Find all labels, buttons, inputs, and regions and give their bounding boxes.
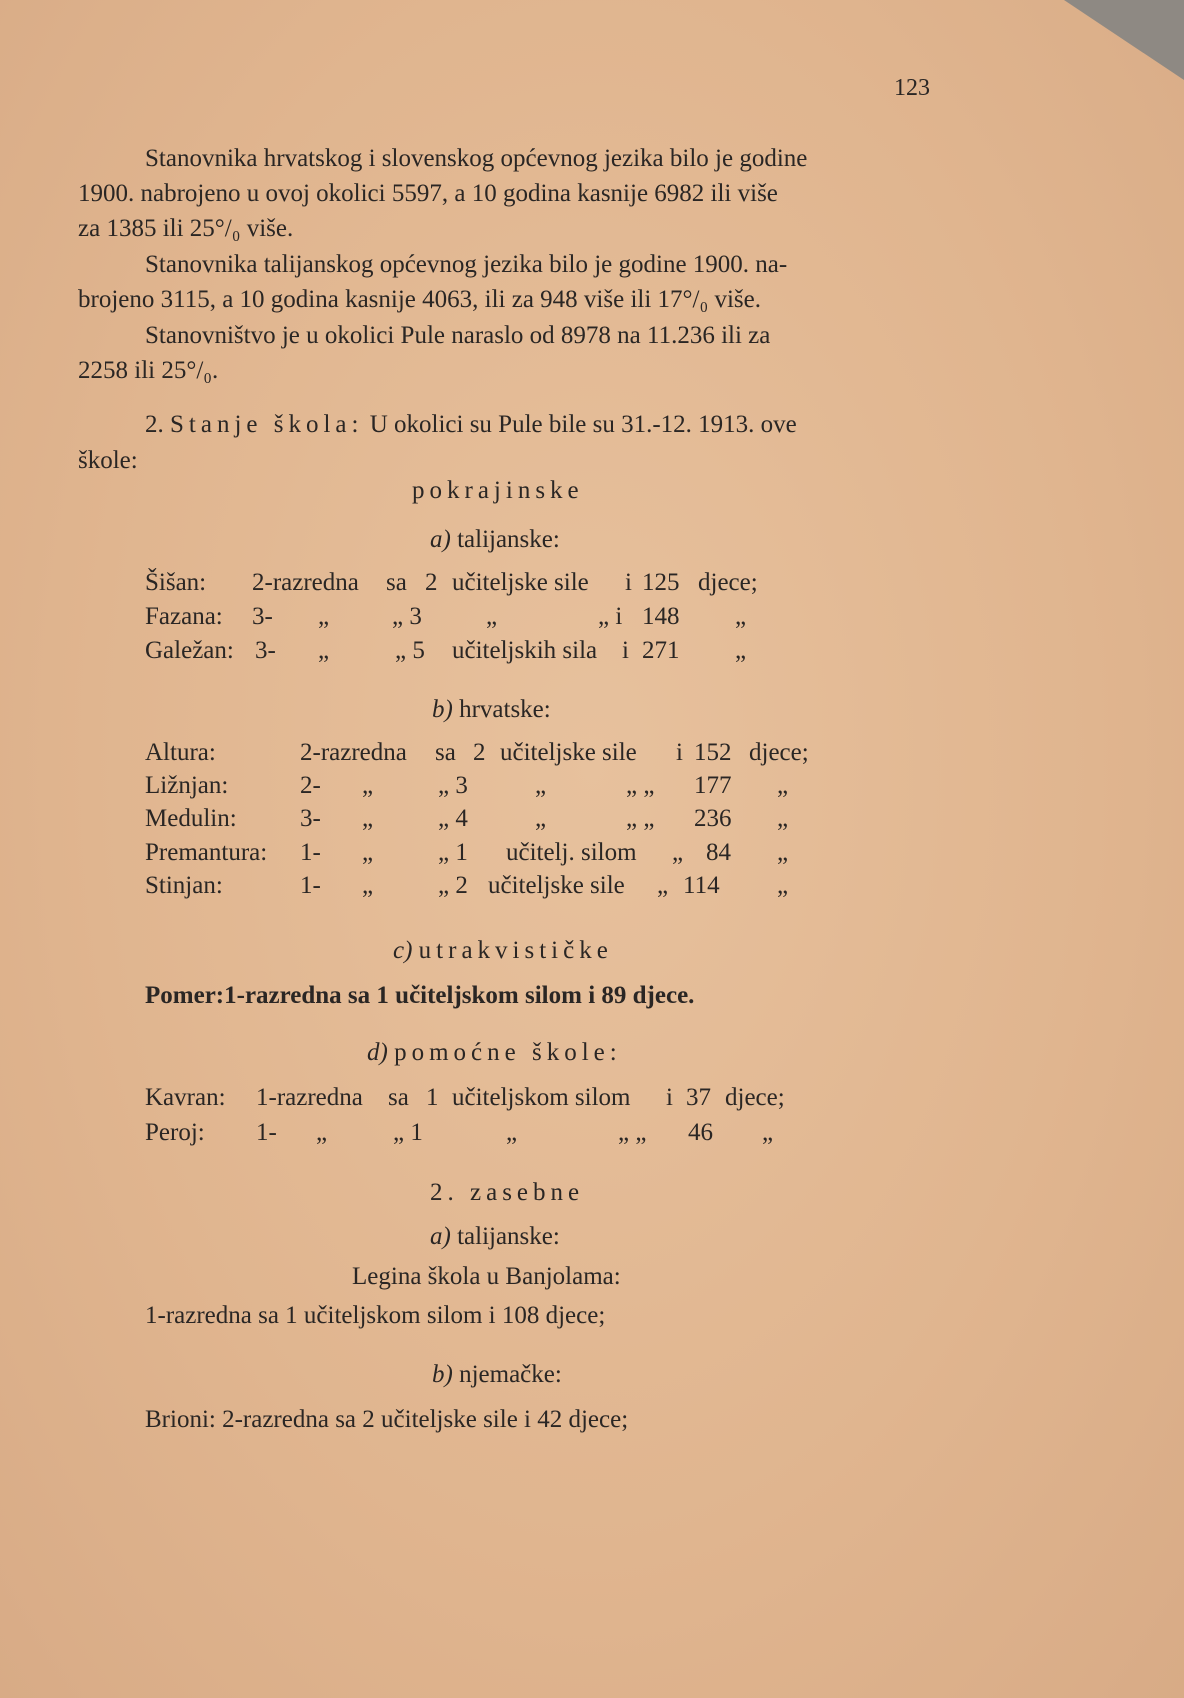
sa-word: „ [362, 805, 374, 832]
row-tail: „ [762, 1119, 774, 1146]
sa-word: „ [362, 872, 374, 899]
private-heading: 2. zasebne [430, 1179, 585, 1206]
child-count: 125 [642, 569, 680, 596]
sa-word: „ [362, 772, 374, 799]
place-name: Peroj: [145, 1119, 205, 1146]
sa-word: sa [435, 739, 456, 766]
page-number: 123 [894, 75, 930, 101]
teacher-count: 1 [426, 1084, 439, 1111]
legina-detail: 1-razredna sa 1 učiteljskom silom i 108 djece; [145, 1302, 606, 1329]
school-grade: 1- [300, 872, 321, 899]
child-count: 148 [642, 603, 680, 630]
school-grade: 1- [256, 1119, 277, 1146]
row-tail: djece; [698, 569, 758, 596]
sa-word: sa [388, 1084, 409, 1111]
teacher-count: „ 4 [438, 805, 468, 832]
row-tail: „ [777, 805, 789, 832]
teacher-type: „ [486, 603, 498, 630]
child-count: 152 [694, 739, 732, 766]
intro-line: 2258 ili 25°/₀. [78, 357, 219, 384]
place-name: Stinjan: [145, 872, 223, 899]
place-name: Medulin: [145, 805, 237, 832]
schools-heading-cont: škole: [78, 447, 138, 474]
intro-line: Stanovnika hrvatskog i slovenskog općevnog jezika bilo je godine [145, 145, 808, 172]
and-word: „ i [598, 603, 623, 630]
place-name: Fazana: [145, 603, 223, 630]
place-name: Ližnjan: [145, 772, 229, 799]
provincial-heading: pokrajinske [412, 477, 584, 504]
child-count: 236 [694, 805, 732, 832]
and-word: „ „ [626, 805, 655, 832]
teacher-type: „ [506, 1119, 518, 1146]
private-a-heading [430, 1224, 560, 1249]
row-tail: „ [777, 772, 789, 799]
section-marker: a) [430, 526, 451, 553]
section-marker: c) [393, 937, 413, 964]
teacher-count: „ 3 [392, 603, 422, 630]
school-grade: 1- [300, 839, 321, 866]
schools-heading-label: Stanje škola: [170, 411, 364, 438]
and-word: „ „ [626, 772, 655, 799]
school-grade: 3- [255, 637, 276, 664]
and-word: „ [657, 872, 669, 899]
child-count: 37 [686, 1084, 711, 1111]
school-grade: 2-razredna [252, 569, 359, 596]
section-label: utrakvističke [418, 937, 613, 964]
brioni-line: Brioni: 2-razredna sa 2 učiteljske sile i 42 djece; [145, 1406, 629, 1433]
row-tail: „ [735, 637, 747, 664]
schools-heading-text: U okolici su Pule bile su 31.-12. 1913. ove [369, 411, 797, 438]
teacher-count: „ 3 [438, 772, 468, 799]
intro-line: za 1385 ili 25°/₀ više. [78, 215, 294, 242]
teacher-type: učiteljske sile [452, 569, 589, 596]
schools-heading-number: 2. [145, 411, 164, 438]
sa-word: „ [318, 637, 330, 664]
section-b-heading [432, 697, 551, 722]
teacher-type: „ [535, 772, 547, 799]
and-word: i [625, 569, 632, 596]
sa-word: „ [362, 839, 374, 866]
and-word: i [622, 637, 629, 664]
teacher-type: „ [535, 805, 547, 832]
section-marker: b) [432, 696, 453, 723]
pomer-line: Pomer:1-razredna sa 1 učiteljskom silom i 89 djece. [145, 982, 695, 1009]
legina-heading: Legina škola u Banjolama: [352, 1263, 621, 1290]
place-name: Galežan: [145, 637, 234, 664]
place-name: Altura: [145, 739, 216, 766]
intro-line: Stanovništvo je u okolici Pule naraslo od 8978 na 11.236 ili za [145, 322, 771, 349]
section-marker: a) [430, 1223, 451, 1250]
intro-line: brojeno 3115, a 10 godina kasnije 4063, ili za 948 više ili 17°/₀ više. [78, 286, 761, 313]
school-grade: 3- [300, 805, 321, 832]
place-name: Kavran: [145, 1084, 226, 1111]
sa-word: sa [386, 569, 407, 596]
section-marker: d) [367, 1039, 388, 1066]
sa-word: „ [318, 603, 330, 630]
and-word: i [666, 1084, 673, 1111]
place-name: Premantura: [145, 839, 268, 866]
row-tail: „ [735, 603, 747, 630]
child-count: 114 [683, 872, 720, 899]
row-tail: „ [777, 839, 789, 866]
teacher-count: 2 [425, 569, 438, 596]
school-grade: 3- [252, 603, 273, 630]
and-word: „ „ [618, 1119, 647, 1146]
section-c-heading [393, 938, 613, 963]
child-count: 84 [706, 839, 731, 866]
schools-heading [145, 412, 797, 437]
teacher-count: „ 1 [393, 1119, 423, 1146]
teacher-type: učiteljskom silom [452, 1084, 631, 1111]
and-word: „ [672, 839, 684, 866]
school-grade: 1-razredna [256, 1084, 363, 1111]
sa-word: „ [316, 1119, 328, 1146]
row-tail: djece; [749, 739, 809, 766]
teacher-count: 2 [473, 739, 486, 766]
row-tail: „ [777, 872, 789, 899]
teacher-type: učiteljskih sila [452, 637, 598, 664]
school-grade: 2-razredna [300, 739, 407, 766]
teacher-count: „ 2 [438, 872, 468, 899]
school-grade: 2- [300, 772, 321, 799]
page-corner-fold [1064, 0, 1184, 80]
section-label: pomoćne škole: [394, 1039, 622, 1066]
and-word: i [676, 739, 683, 766]
section-label: talijanske: [457, 526, 560, 553]
row-tail: djece; [725, 1084, 785, 1111]
child-count: 271 [642, 637, 680, 664]
child-count: 177 [694, 772, 732, 799]
section-label: hrvatske: [459, 696, 551, 723]
teacher-type: učiteljske sile [488, 872, 625, 899]
section-label: njemačke: [459, 1361, 562, 1388]
teacher-count: „ 1 [438, 839, 468, 866]
teacher-type: učitelj. silom [506, 839, 637, 866]
place-name: Šišan: [145, 569, 207, 596]
section-d-heading [367, 1040, 622, 1065]
section-label: talijanske: [457, 1223, 560, 1250]
intro-line: 1900. nabrojeno u ovoj okolici 5597, a 10 godina kasnije 6982 ili više [78, 180, 778, 207]
section-a-heading [430, 527, 560, 552]
intro-line: Stanovnika talijanskog općevnog jezika bilo je godine 1900. na- [145, 251, 788, 278]
teacher-count: „ 5 [395, 637, 425, 664]
section-marker: b) [432, 1361, 453, 1388]
child-count: 46 [688, 1119, 713, 1146]
private-b-heading [432, 1362, 562, 1387]
teacher-type: učiteljske sile [500, 739, 637, 766]
